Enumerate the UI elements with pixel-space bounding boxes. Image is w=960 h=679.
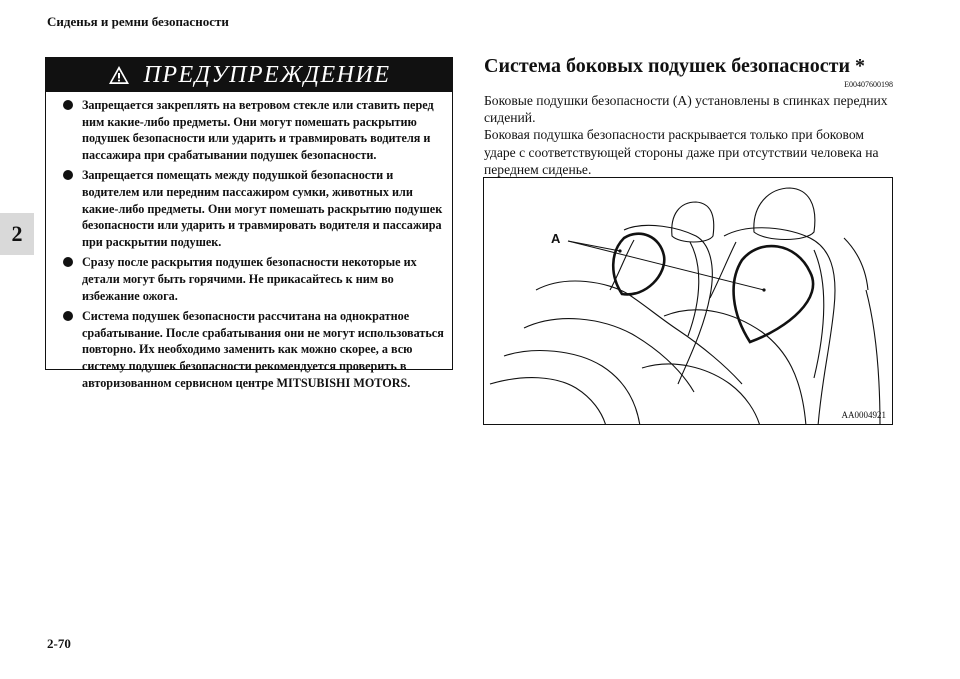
warning-item-text: Запрещается закреплять на ветровом стекле или ставить перед ним какие-либо предметы. Они могут помешать раскрытию подушек безопасности или ударить и травмировать водителя и пассажира при срабатывании подушек безопасности. <box>82 98 434 162</box>
figure-code: AA0004921 <box>841 410 886 420</box>
paragraph-2: Боковая подушка безопасности раскрывается только при боковом ударе с соответствующей стороны даже при отсутствии человека на переднем сиденье. <box>484 127 879 177</box>
bullet-icon <box>63 100 73 110</box>
warning-item <box>60 308 444 391</box>
body-text <box>484 92 899 178</box>
document-code: E00407600198 <box>844 80 893 89</box>
warning-header <box>46 58 452 92</box>
bullet-icon <box>63 257 73 267</box>
chapter-tab: 2 <box>0 213 34 255</box>
warning-box <box>45 57 453 390</box>
warning-list <box>46 92 452 391</box>
warning-item-text: Система подушек безопасности рассчитана на однократное срабатывание. После срабатывания они не могут использоваться повторно. Их необходимо заменить как можно скорее, а всю систему подушек безопасности рекомендуется проверить в авторизованном сервисном центре MITSUBISHI MOTORS. <box>82 309 444 390</box>
bullet-icon <box>63 311 73 321</box>
seats-drawing <box>484 178 893 425</box>
warning-item <box>60 254 444 304</box>
paragraph-1: Боковые подушки безопасности (A) установлены в спинках передних сидений. <box>484 93 888 126</box>
warning-item <box>60 97 444 163</box>
callout-label-a: A <box>551 231 561 246</box>
running-head: Сиденья и ремни безопасности <box>47 14 229 29</box>
page-number: 2-70 <box>47 636 71 651</box>
section-title: Система боковых подушек безопасности * <box>484 55 865 77</box>
warning-item-text: Сразу после раскрытия подушек безопасности некоторые их детали могут быть горячими. Не прикасайтесь к ним во избежание ожога. <box>82 255 417 303</box>
seat-airbag-illustration <box>483 177 893 425</box>
warning-item <box>60 167 444 250</box>
warning-triangle-icon <box>108 65 130 85</box>
bullet-icon <box>63 170 73 180</box>
warning-title: ПРЕДУПРЕЖДЕНИЕ <box>143 61 391 88</box>
warning-item-text: Запрещается помещать между подушкой безопасности и водителем или передним пассажиром сумки, животных или какие-либо предметы. Они могут помешать раскрытию подушек безопасности или ударить и травмировать водителя и пассажира при раскрытии подушек. <box>82 168 443 249</box>
